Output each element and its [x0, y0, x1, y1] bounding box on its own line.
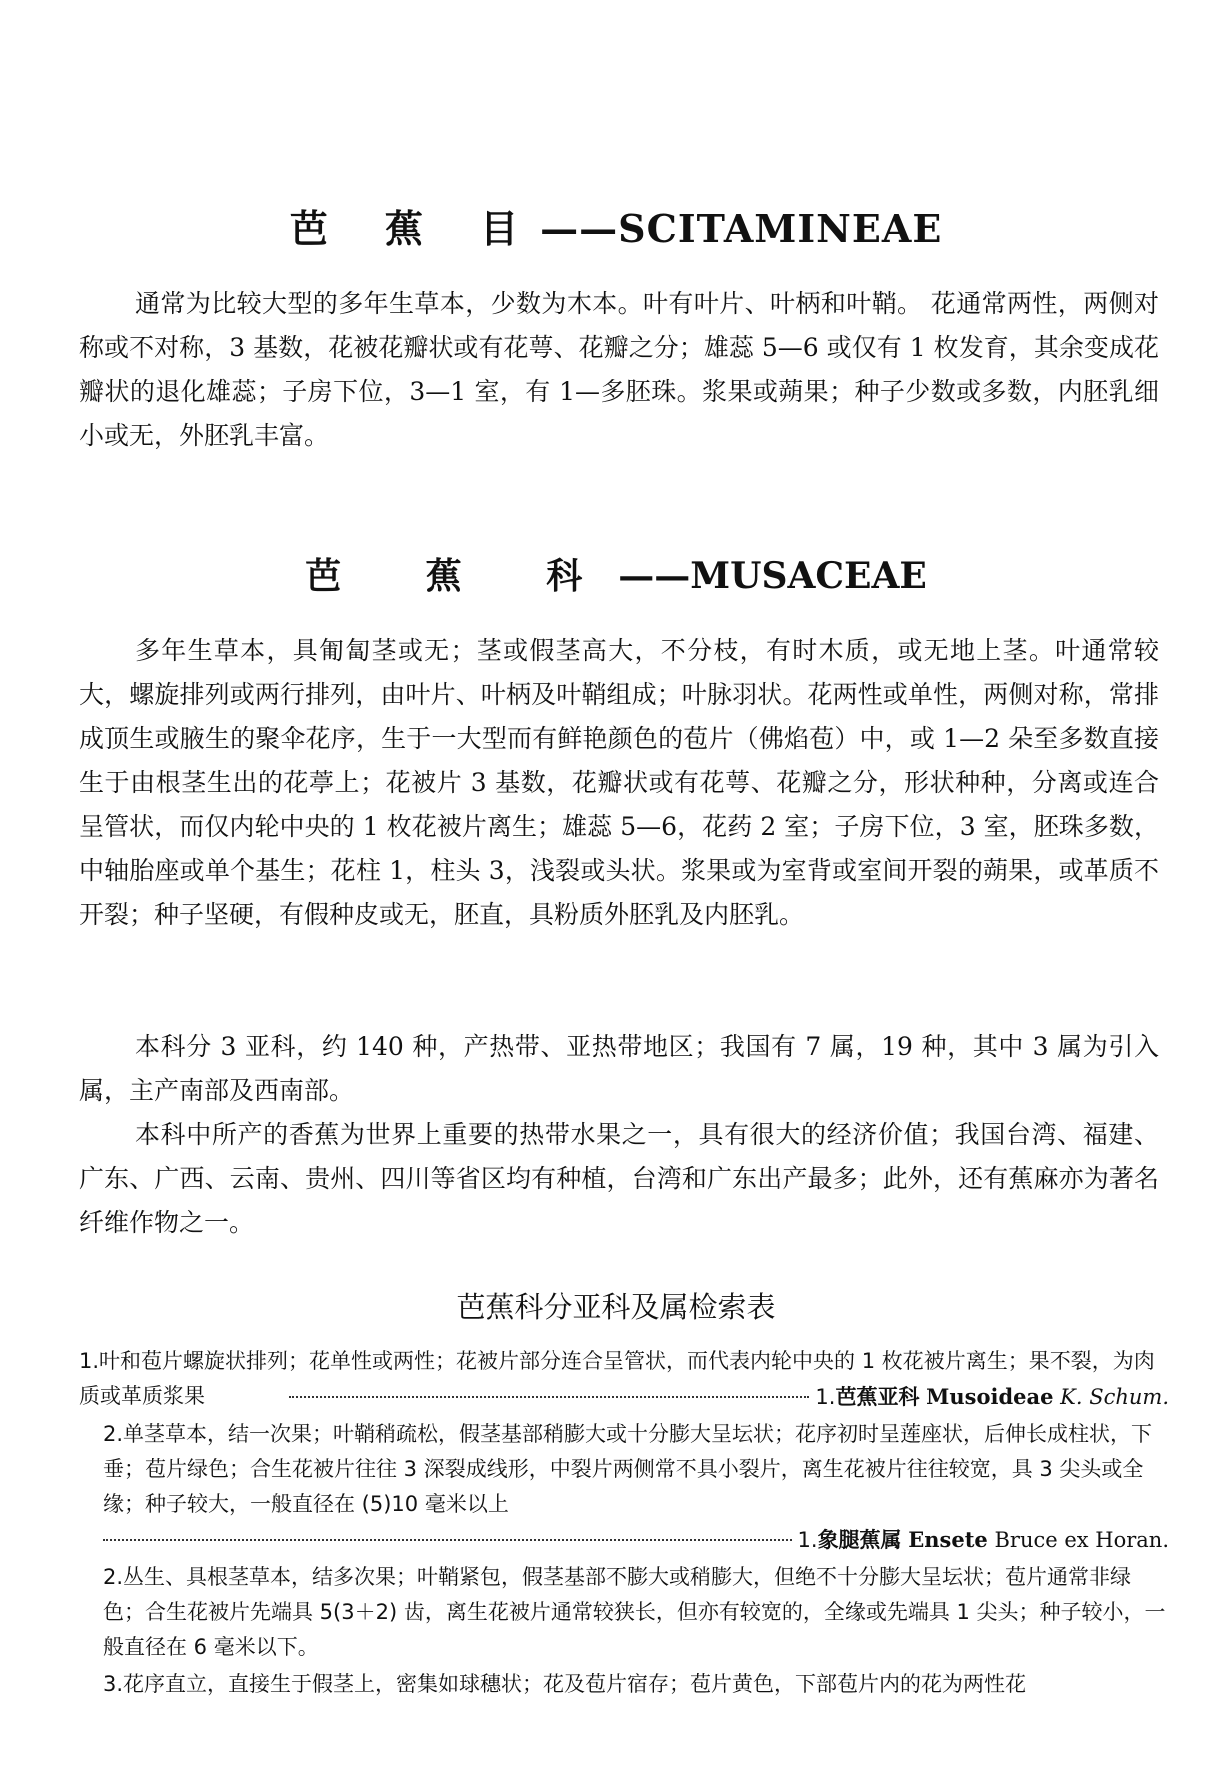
key-entry-1: [79, 1344, 1169, 1415]
result-author: Bruce ex Horan.: [994, 1528, 1169, 1552]
result-number: 1.: [815, 1385, 836, 1409]
result-author: K. Schum.: [1060, 1385, 1169, 1409]
key-entry-3: [79, 1667, 1169, 1702]
key-entry-1-result: [79, 1379, 1169, 1415]
key-title: 芭蕉科分亚科及属检索表: [456, 1290, 776, 1324]
identification-key: [79, 1344, 1169, 1704]
key-entry-2b: [79, 1560, 1169, 1665]
order-title: [0, 198, 1232, 253]
key-entry-2b-text: 2.丛生、具根茎草本，结多次果；叶鞘紧包，假茎基部不膨大或稍膨大，但绝不十分膨大呈坛状；苞片通常非绿色；合生花被片先端具 5(3＋2) 齿，离生花被片通常较狭长，但亦有较宽的，全缘或先端具 1 尖头；种子较小，一般直径在 6 毫米以下。: [103, 1565, 1166, 1659]
result-name-cn: 象腿蕉属: [817, 1528, 902, 1552]
key-entry-2a-result: [103, 1522, 1169, 1558]
order-title-latin: SCITAMINEAE: [618, 206, 943, 251]
order-description: 通常为比较大型的多年生草本，少数为木本。叶有叶片、叶柄和叶鞘。 花通常两性，两侧对称或不对称，3 基数，花被花瓣状或有花萼、花瓣之分；雄蕊 5—6 或仅有 1 枚发育，其余变成花瓣状的退化雄蕊；子房下位，3—1 室，有 1—多胚珠。浆果或蒴果；种子少数或多数，内胚乳细小或无，外胚乳丰富。: [79, 289, 1159, 450]
result-number: 1.: [797, 1528, 818, 1552]
result-name-latin: Musoideae: [926, 1384, 1054, 1409]
family-title: [0, 548, 1232, 599]
result-name-latin: Ensete: [908, 1527, 988, 1552]
family-title-dash: ——: [618, 555, 691, 597]
order-title-cn: 芭 蕉 目: [289, 206, 541, 251]
family-distribution: 本科分 3 亚科，约 140 种，产热带、亚热带地区；我国有 7 属，19 种，其中 3 属为引入属，主产南部及西南部。: [79, 1032, 1159, 1105]
key-entry-2a: [79, 1417, 1169, 1558]
key-entry-1-text: 1.叶和苞片螺旋状排列；花单性或两性；花被片部分连合呈管状，而代表内轮中央的 1 枚花被片离生；果不裂，为肉质或革质浆果: [79, 1349, 1155, 1408]
family-description: 多年生草本，具匍匐茎或无；茎或假茎高大，不分枝，有时木质，或无地上茎。叶通常较大，螺旋排列或两行排列，由叶片、叶柄及叶鞘组成；叶脉羽状。花两性或单性，两侧对称，常排成顶生或腋生的聚伞花序，生于一大型而有鲜艳颜色的苞片（佛焰苞）中，或 1—2 朵至多数直接生于由根茎生出的花葶上；花被片 3 基数，花瓣状或有花萼、花瓣之分，形状种种，分离或连合呈管状，而仅内轮中央的 1 枚花被片离生；雄蕊 5—6，花药 2 室；子房下位，3 室，胚珠多数，中轴胎座或单个基生；花柱 1，柱头 3，浅裂或头状。浆果或为室背或室间开裂的蒴果，或革质不开裂；种子坚硬，有假种皮或无，胚直，具粉质外胚乳及内胚乳。: [79, 636, 1159, 929]
result-name-cn: 芭蕉亚科: [835, 1385, 920, 1409]
family-title-latin: MUSACEAE: [690, 555, 927, 597]
leader-dots: [289, 1396, 809, 1398]
leader-dots: [103, 1539, 792, 1541]
family-title-cn: 芭 蕉 科: [305, 555, 619, 597]
key-entry-2a-text: 2.单茎草本，结一次果；叶鞘稍疏松，假茎基部稍膨大或十分膨大呈坛状；花序初时呈莲座状，后伸长成柱状，下垂；苞片绿色；合生花被片往往 3 深裂成线形，中裂片两侧常不具小裂片，离生花被片往往较宽，具 3 尖头或全缘；种子较大，一般直径在 (5)10 毫米以上: [103, 1422, 1153, 1516]
family-economic-value: 本科中所产的香蕉为世界上重要的热带水果之一，具有很大的经济价值；我国台湾、福建、广东、广西、云南、贵州、四川等省区均有种植，台湾和广东出产最多；此外，还有蕉麻亦为著名纤维作物之一。: [79, 1120, 1159, 1237]
order-title-dash: ——: [540, 206, 619, 251]
key-entry-3-text: 3.花序直立，直接生于假茎上，密集如球穗状；花及苞片宿存；苞片黄色，下部苞片内的花为两性花: [103, 1672, 1027, 1696]
